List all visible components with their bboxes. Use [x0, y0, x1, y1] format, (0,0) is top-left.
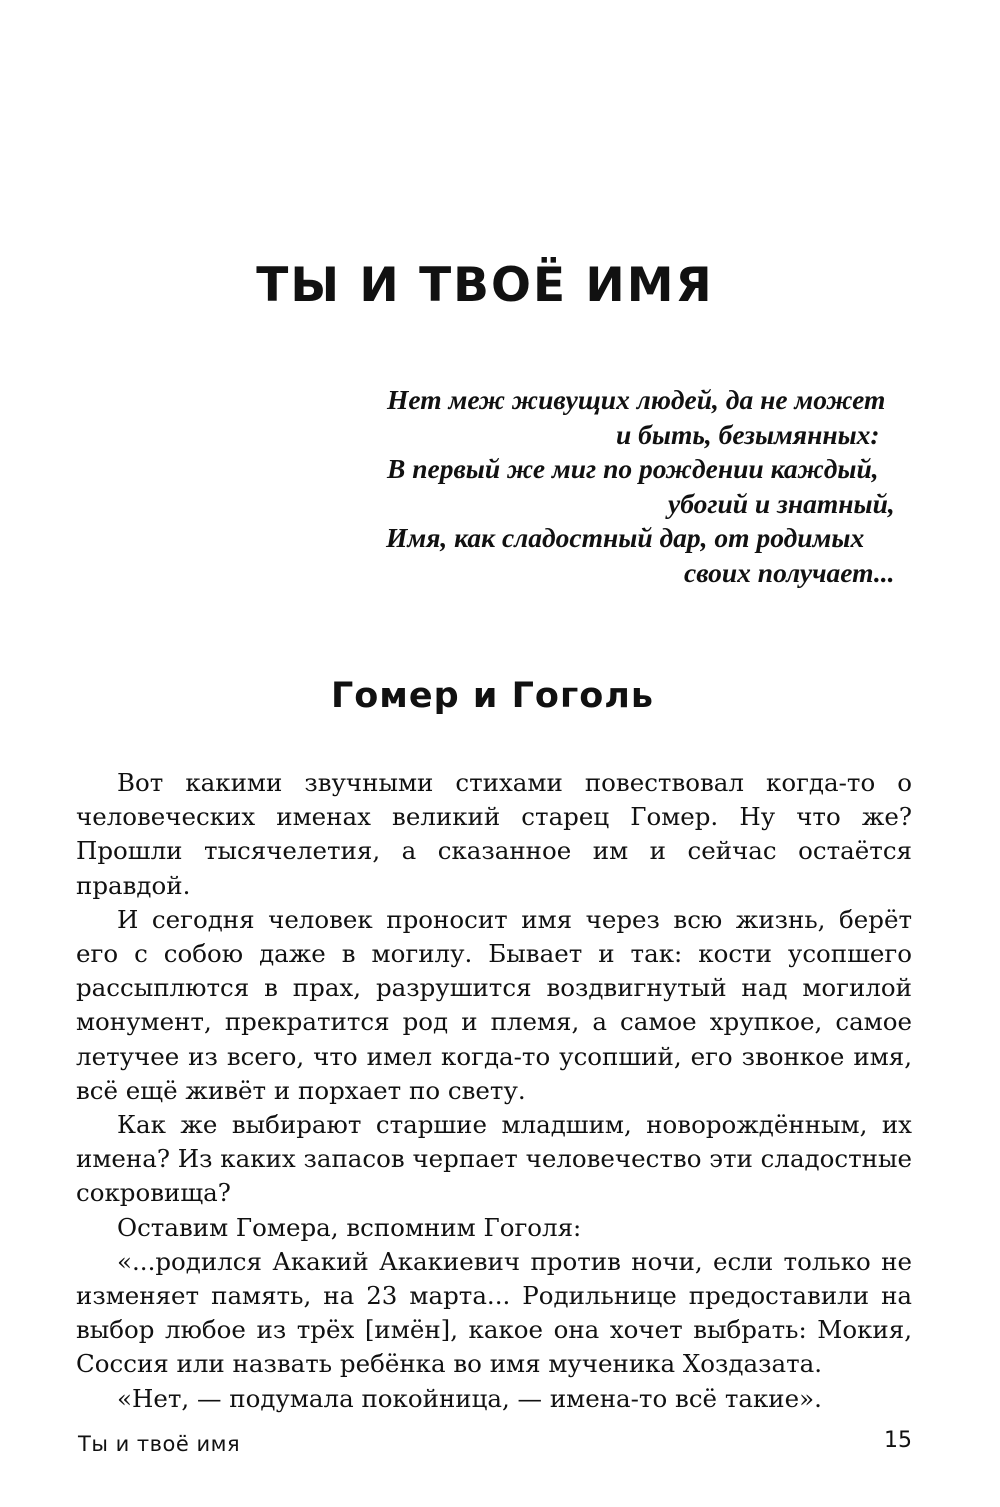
paragraph: Как же выбирают старшие младшим, новорождённым, их имена? Из каких запасов черпает человечество эти сладостные сокровища? — [76, 1110, 912, 1208]
epigraph-line: В первый же миг по рождении каждый, — [387, 453, 879, 484]
running-footer-title: Ты и твоё имя — [78, 1432, 241, 1456]
chapter-title: ТЫ И ТВОЁ ИМЯ — [256, 258, 714, 313]
paragraph: «Нет, — подумала покойница, — имена-то всё такие». — [117, 1383, 822, 1413]
epigraph-line: Нет меж живущих людей, да не может — [387, 384, 886, 415]
paragraph: Оставим Гомера, вспомним Гоголя: — [117, 1212, 582, 1242]
epigraph-line: и быть, безымянных: — [616, 418, 880, 450]
paragraph: И сегодня человек проносит имя через всю жизнь, берёт его с собою даже в могилу. Бывает и так: кости усопшего рассыплются в прах, разрушится воздвигнутый над могилой монумент, прекратится род и племя, а самое хрупкое, самое летучее из всего, что имел когда-то усопший, его звонкое имя, всё ещё живёт и порхает по свету. — [76, 904, 912, 1105]
epigraph-line: Имя, как сладостный дар, от родимых — [386, 522, 865, 553]
section-title: Гомер и Гоголь — [330, 676, 655, 716]
epigraph-line: своих получает... — [684, 556, 895, 588]
paragraph: «...родился Акакий Акакиевич против ночи, если только не изменяет память, на 23 марта... Родильнице предоставили на выбор любое из трёх [имён], какое она хочет выбрать: Мокия, Соссия или назвать ребёнка во имя мученика Хоздазата. — [76, 1246, 912, 1379]
page-number: 15 — [884, 1428, 912, 1453]
epigraph — [370, 383, 910, 590]
paragraph: Вот какими звучными стихами повествовал когда-то о человеческих именах великий старец Гомер. Ну что же? Прошли тысячелетия, а сказанное им и сейчас остаётся правдой. — [76, 768, 912, 900]
epigraph-line: убогий и знатный, — [668, 487, 895, 519]
body-text — [76, 766, 912, 1416]
